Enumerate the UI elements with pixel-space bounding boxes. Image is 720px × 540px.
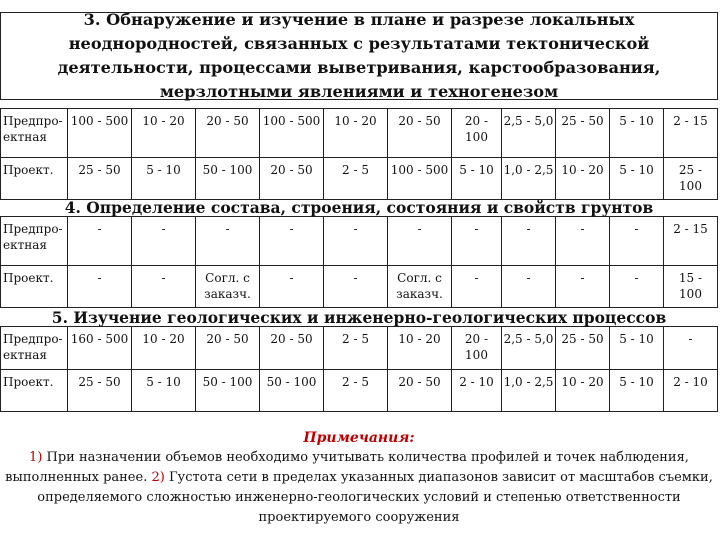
pre-project-row-5	[0, 326, 718, 370]
table-cell: 25 - 50	[556, 326, 610, 370]
table-cell: 20 - 50	[260, 326, 324, 370]
table-cell: -	[502, 266, 556, 308]
table-cell: 5 - 10	[610, 108, 664, 158]
section4-title: 4. Определение состава, строения, состояния и свойств грунтов	[64, 198, 654, 217]
stage-label: Проект.	[0, 370, 68, 412]
section3-title	[0, 12, 718, 100]
stage-label: Предпро- ектная	[0, 108, 68, 158]
table-cell: 2 - 5	[324, 158, 388, 200]
table-cell: 5 - 10	[452, 158, 502, 200]
table-cell: 10 - 20	[132, 326, 196, 370]
table-cell: -	[664, 326, 718, 370]
table-cell: 5 - 10	[132, 370, 196, 412]
table-cell: -	[324, 266, 388, 308]
table-cell: 20 - 100	[452, 326, 502, 370]
table-cell: 2,5 - 5,0	[502, 108, 556, 158]
table-cell: -	[260, 266, 324, 308]
note-2-text: Густота сети в пределах указанных диапазонов зависит от масштабов съемки, определяемого сложностью инженерно-геологических условий и степенью ответственности проектируемого сооружения	[37, 470, 713, 525]
table-cell: 2 - 10	[664, 370, 718, 412]
table-cell: 50 - 100	[196, 370, 260, 412]
table-cell: -	[68, 216, 132, 266]
notes-block	[0, 428, 718, 528]
table-cell: 50 - 100	[260, 370, 324, 412]
table-cell: -	[196, 216, 260, 266]
stage-label: Предпро- ектная	[0, 326, 68, 370]
table-cell: 20 - 50	[388, 108, 452, 158]
table-cell: -	[260, 216, 324, 266]
table-cell: 2 - 10	[452, 370, 502, 412]
table-cell: 10 - 20	[556, 158, 610, 200]
table-cell: 10 - 20	[132, 108, 196, 158]
project-row-4	[0, 266, 718, 308]
stage-label: Проект.	[0, 266, 68, 308]
table-cell: 25 - 100	[664, 158, 718, 200]
note-1-number: 1)	[29, 450, 43, 465]
pre-project-row-4	[0, 216, 718, 266]
note-1-text: При назначении объемов необходимо учитывать количества профилей и точек наблюдения, выполненных ранее.	[5, 450, 689, 485]
section3-title-text: 3. Обнаружение и изучение в плане и разрезе локальных неоднородностей, связанных с результатами тектонической деятельности, процессами выветривания, карстообразования, мерзлотными явлениями и техногенезом	[57, 10, 661, 101]
table-cell: 100 - 500	[68, 108, 132, 158]
table-cell: 100 - 500	[260, 108, 324, 158]
table-cell: 100 - 500	[388, 158, 452, 200]
notes-text	[0, 448, 718, 528]
table-cell: 20 - 100	[452, 108, 502, 158]
table-cell: 20 - 50	[196, 108, 260, 158]
table-cell: 2 - 5	[324, 370, 388, 412]
table-cell: 5 - 10	[610, 158, 664, 200]
notes-heading: Примечания:	[303, 430, 415, 446]
pre-project-row-3	[0, 108, 718, 158]
table-cell: 15 - 100	[664, 266, 718, 308]
note-2-number: 2)	[147, 470, 165, 485]
table-cell: 2 - 15	[664, 216, 718, 266]
table-cell: -	[452, 266, 502, 308]
table-cell: -	[132, 266, 196, 308]
table-cell: 20 - 50	[388, 370, 452, 412]
table-cell: 10 - 20	[388, 326, 452, 370]
table-cell: 10 - 20	[324, 108, 388, 158]
stage-label: Проект.	[0, 158, 68, 200]
table-cell: -	[324, 216, 388, 266]
table-cell: 2 - 5	[324, 326, 388, 370]
table-cell: Согл. с заказч.	[196, 266, 260, 308]
table-cell: 20 - 50	[196, 326, 260, 370]
table-cell: 2,5 - 5,0	[502, 326, 556, 370]
table-cell: -	[452, 216, 502, 266]
table-cell: 20 - 50	[260, 158, 324, 200]
table-cell: -	[610, 216, 664, 266]
table-cell: 10 - 20	[556, 370, 610, 412]
project-row-3	[0, 158, 718, 200]
table-cell: 2 - 15	[664, 108, 718, 158]
table-cell: -	[610, 266, 664, 308]
table-cell: 25 - 50	[556, 108, 610, 158]
table-cell: -	[388, 216, 452, 266]
table-cell: 50 - 100	[196, 158, 260, 200]
table-cell: 25 - 50	[68, 158, 132, 200]
table-cell: Согл. с заказч.	[388, 266, 452, 308]
project-row-5	[0, 370, 718, 412]
table-cell: 1,0 - 2,5	[502, 158, 556, 200]
table-cell: -	[132, 216, 196, 266]
table-cell: -	[556, 216, 610, 266]
stage-label: Предпро- ектная	[0, 216, 68, 266]
table-cell: 5 - 10	[610, 370, 664, 412]
table-cell: -	[556, 266, 610, 308]
table-cell: -	[502, 216, 556, 266]
table-cell: 5 - 10	[610, 326, 664, 370]
table-cell: 1,0 - 2,5	[502, 370, 556, 412]
table-cell: 25 - 50	[68, 370, 132, 412]
data-table	[0, 108, 718, 412]
table-cell: 160 - 500	[68, 326, 132, 370]
section5-title: 5. Изучение геологических и инженерно-геологических процессов	[51, 308, 667, 327]
table-cell: 5 - 10	[132, 158, 196, 200]
table-cell: -	[68, 266, 132, 308]
